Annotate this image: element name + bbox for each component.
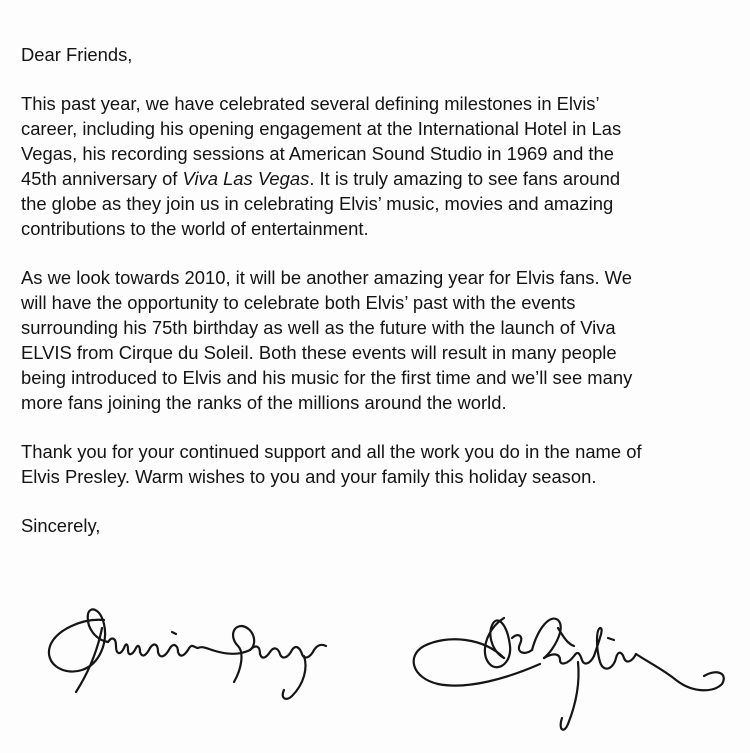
text-segment: . It is truly amazing to see fans around [309,168,621,189]
signature-drawing [408,598,728,743]
text-line: ELVIS from Cirque du Soleil. Both these events will result in many people [21,342,617,363]
text-line: Vegas, his recording sessions at American Sound Studio in 1969 and the [21,143,614,164]
signature-priscilla [42,598,342,708]
text-line: being introduced to Elvis and his music for the first time and we’ll see many [21,367,633,388]
text-line: This past year, we have celebrated several defining milestones in Elvis’ [21,93,600,114]
text-line: Elvis Presley. Warm wishes to you and your family this holiday season. [21,466,597,487]
signature-drawing [42,598,342,708]
movie-title: Viva Las Vegas [182,168,310,189]
text-line: the globe as they join us in celebrating Elvis’ music, movies and amazing [21,193,614,214]
text-segment: 45th anniversary of [21,168,183,189]
paragraph-milestones [21,91,733,241]
text-line: will have the opportunity to celebrate both Elvis’ past with the events [21,292,576,313]
paragraph-2010 [21,265,733,415]
text-line: Thank you for your continued support and all the work you do in the name of [21,441,642,462]
letter-body [21,42,733,538]
text-line: contributions to the world of entertainment. [21,218,369,239]
text-line [21,166,733,191]
greeting: Dear Friends, [21,44,133,65]
text-line: As we look towards 2010, it will be another amazing year for Elvis fans. We [21,267,632,288]
signature-lisa-marie [408,598,728,743]
closing: Sincerely, [21,515,101,536]
paragraph-thanks [21,439,733,489]
text-line: career, including his opening engagement at the International Hotel in Las [21,118,622,139]
text-line: surrounding his 75th birthday as well as the future with the launch of Viva [21,317,616,338]
text-line: more fans joining the ranks of the millions around the world. [21,392,507,413]
